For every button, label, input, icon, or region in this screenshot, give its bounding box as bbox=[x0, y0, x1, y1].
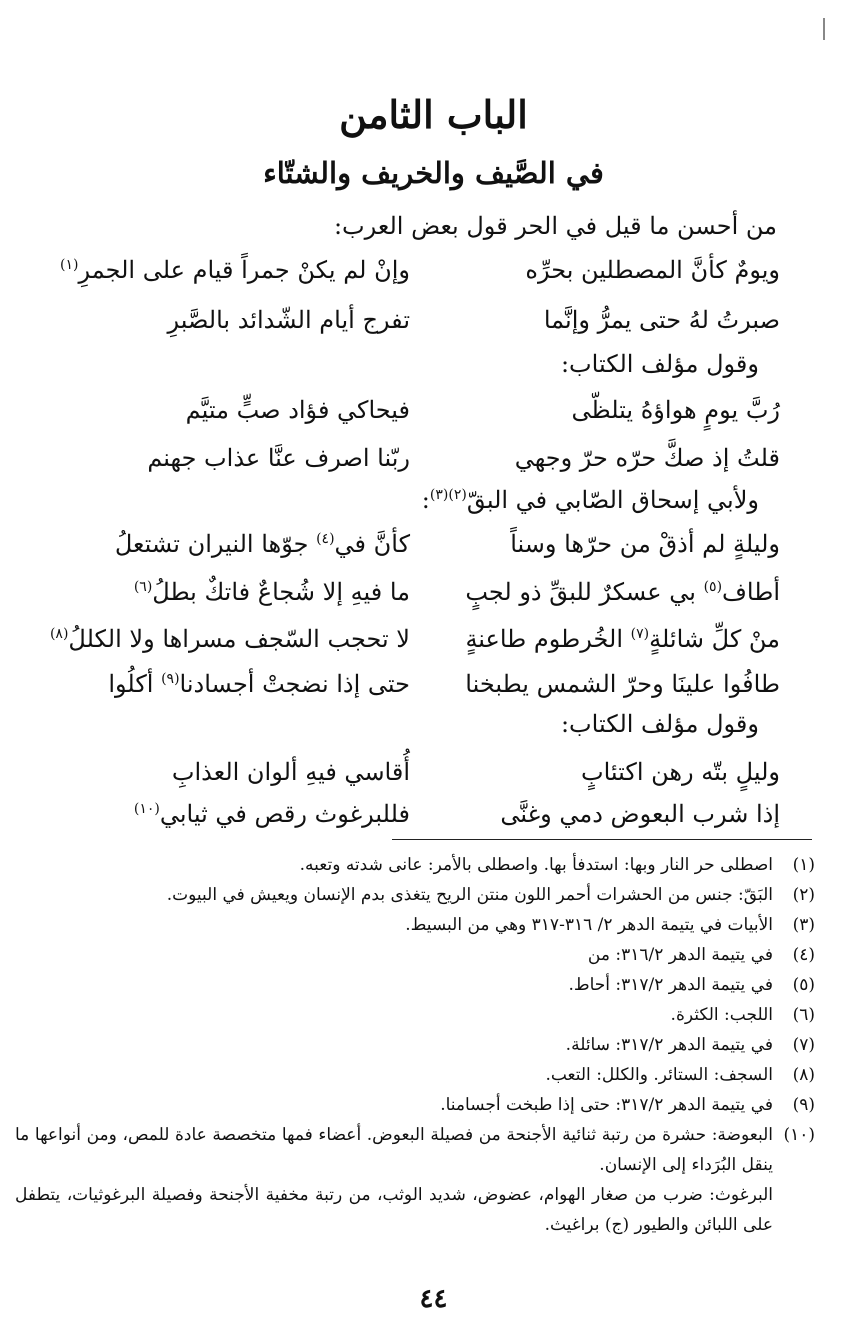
verse-8-ajz bbox=[60, 670, 410, 698]
footnote-6 bbox=[15, 1000, 815, 1030]
verse-6-ajz-text: ما فيهِ إلا شُجاعٌ فاتكٌ بطلُ bbox=[152, 578, 410, 606]
footnote-4 bbox=[15, 940, 815, 970]
intro-line-3 bbox=[39, 486, 759, 514]
footnote-9 bbox=[15, 1090, 815, 1120]
footnote-number: (٣) bbox=[792, 915, 815, 935]
footnote-text: اللجب: الكثرة. bbox=[670, 1005, 773, 1025]
verse-4 bbox=[60, 444, 780, 488]
verse-10-ajz bbox=[60, 800, 410, 828]
footnote-3 bbox=[15, 910, 815, 940]
footnote-text: في يتيمة الدهر ٣١٦/٢: من bbox=[587, 945, 773, 965]
footnote-text: البَقّ: جنس من الحشرات أحمر اللون منتن الريح يتغذى بدم الإنسان ويعيش في البيوت. bbox=[166, 885, 773, 905]
verse-3-sadr: رُبَّ يومٍ هواؤهُ يتلظّى bbox=[571, 396, 780, 424]
intro-line-1: من أحسن ما قيل في الحر قول بعض العرب: bbox=[333, 212, 777, 240]
verse-2-ajz: تفرج أيام الشّدائد بالصَّبرِ bbox=[167, 306, 410, 334]
verse-9-sadr: وليلٍ بتّه رهن اكتئابٍ bbox=[581, 758, 780, 786]
chapter-subtitle: في الصَّيف والخريف والشتّاء bbox=[263, 156, 604, 190]
footnote-1 bbox=[15, 850, 815, 880]
footnote-text: اصطلى حر النار وبها: استدفأ بها. واصطلى بالأمر: عانى شدته وتعبه. bbox=[299, 855, 773, 875]
intro-line-4: وقول مؤلف الكتاب: bbox=[560, 710, 759, 738]
footnote-number: (٦) bbox=[792, 1005, 815, 1025]
verse-6-sadr bbox=[430, 578, 780, 606]
footnote-text: البعوضة: حشرة من رتبة ثنائية الأجنحة من فصيلة البعوض. أعضاء فمها متخصصة عادة للمص، ومن أنواعها ما ينقل البُرَداء إلى الإنسان. bbox=[15, 1125, 773, 1175]
footnote-7 bbox=[15, 1030, 815, 1060]
footnote-number: (٥) bbox=[792, 975, 815, 995]
footnote-ref-5[interactable]: (٥) bbox=[703, 579, 723, 595]
footnote-ref-1[interactable]: (١) bbox=[60, 257, 79, 273]
verse-5-ajz bbox=[60, 530, 410, 558]
footnote-text: في يتيمة الدهر ٣١٧/٢: حتى إذا طبخت أجسامنا. bbox=[440, 1095, 773, 1115]
verse-10 bbox=[60, 800, 780, 844]
footnote-text: السجف: الستائر. والكلل: التعب. bbox=[545, 1065, 773, 1085]
footnote-separator bbox=[392, 839, 812, 840]
chapter-title: الباب الثامن bbox=[339, 92, 528, 137]
footnote-text: في يتيمة الدهر ٣١٧/٢: سائلة. bbox=[565, 1035, 773, 1055]
verse-4-ajz: ربّنا اصرف عنَّا عذاب جهنم bbox=[147, 444, 410, 472]
intro-line-2: وقول مؤلف الكتاب: bbox=[560, 350, 759, 378]
verse-9-ajz: أُقاسي فيهِ ألوان العذابِ bbox=[171, 758, 410, 786]
footnote-number: (٢) bbox=[792, 885, 815, 905]
verse-1-ajz-text: وإنْ لم يكنْ جمراً قيام على الجمرِ bbox=[78, 256, 410, 284]
verse-8 bbox=[60, 670, 780, 714]
footnote-ref-8[interactable]: (٨) bbox=[49, 626, 69, 642]
footnote-ref-6[interactable]: (٦) bbox=[133, 579, 153, 595]
verse-5-ajz-b: جوّها النيران تشتعلُ bbox=[114, 530, 317, 558]
verse-7-ajz bbox=[49, 625, 410, 653]
verse-3 bbox=[60, 396, 780, 440]
intro-line-3-text: ولأبي إسحاق الصّابي في البقّ bbox=[466, 486, 759, 514]
verse-10-sadr: إذا شرب البعوض دمي وغنَّى bbox=[500, 800, 780, 828]
footnote-number: (٧) bbox=[792, 1035, 815, 1055]
footnotes-section bbox=[15, 850, 815, 1240]
verse-5-ajz-a: كأنَّ في bbox=[334, 530, 410, 558]
page-edge-mark bbox=[823, 18, 825, 40]
verse-6-sadr-a: أطاف bbox=[722, 578, 780, 606]
verse-2 bbox=[60, 306, 780, 350]
footnote-ref-7[interactable]: (٧) bbox=[630, 626, 650, 642]
page-number: ٤٤ bbox=[419, 1284, 448, 1314]
verse-6 bbox=[60, 578, 780, 622]
footnote-ref-4[interactable]: (٤) bbox=[316, 531, 335, 547]
verse-1-sadr: ويومٌ كأنَّ المصطلين بحرِّه bbox=[525, 256, 780, 284]
verse-8-ajz-b: أكلُوا bbox=[108, 670, 162, 698]
verse-7-ajz-text: لا تحجب السّجف مسراها ولا الكللُ bbox=[68, 625, 410, 653]
footnote-number: (٨) bbox=[792, 1065, 815, 1085]
verse-5-sadr: وليلةٍ لم أذقْ من حرّها وسناً bbox=[510, 530, 780, 558]
verse-4-sadr: قلتُ إذ صكَّ حرّه حرّ وجهي bbox=[514, 444, 780, 472]
verse-8-ajz-a: حتى إذا نضجتْ أجسادنا bbox=[179, 670, 410, 698]
footnote-number: (٩) bbox=[792, 1095, 815, 1115]
verse-1-ajz bbox=[60, 256, 410, 284]
verse-7-sadr-a: منْ كلِّ شائلةٍ bbox=[649, 625, 780, 653]
footnote-text: في يتيمة الدهر ٣١٧/٢: أحاط. bbox=[568, 975, 773, 995]
footnote-text: الأبيات في يتيمة الدهر ٢/ ٣١٦-٣١٧ وهي من البسيط. bbox=[405, 915, 773, 935]
verse-2-sadr: صبرتُ لهُ حتى يمرُّ وإنَّما bbox=[543, 306, 780, 334]
verse-6-ajz bbox=[60, 578, 410, 606]
footnote-number: (١٠) bbox=[783, 1125, 815, 1145]
footnote-ref-2-3[interactable]: (٢)(٣) bbox=[429, 487, 467, 503]
verse-3-ajz: فيحاكي فؤاد صبٍّ متيَّم bbox=[185, 396, 410, 424]
verse-5 bbox=[60, 530, 780, 574]
footnote-number: (٤) bbox=[792, 945, 815, 965]
verse-10-ajz-text: فللبرغوث رقص في ثيابي bbox=[159, 800, 410, 828]
footnote-10-continuation: البرغوث: ضرب من صغار الهوام، عضوض، شديد الوثب، من رتبة مخفية الأجنحة وفصيلة البرغوثيات، يتطفل على اللبائن والطيور (ج) براغيث. bbox=[15, 1185, 773, 1235]
footnote-5 bbox=[15, 970, 815, 1000]
footnote-ref-9[interactable]: (٩) bbox=[161, 671, 180, 687]
verse-7-sadr bbox=[430, 625, 780, 653]
footnote-2 bbox=[15, 880, 815, 910]
verse-7-sadr-b: الخُرطوم طاعنةٍ bbox=[465, 625, 631, 653]
intro-line-3-colon: : bbox=[421, 486, 430, 514]
footnote-number: (١) bbox=[792, 855, 815, 875]
verse-9 bbox=[60, 758, 780, 802]
footnote-10 bbox=[15, 1120, 815, 1180]
verse-1 bbox=[60, 256, 780, 300]
verse-8-sadr: طافُوا علينَا وحرّ الشمس يطبخنا bbox=[465, 670, 780, 698]
footnote-ref-10[interactable]: (١٠) bbox=[133, 801, 160, 817]
verse-6-sadr-b: بي عسكرٌ للبقِّ ذو لجبٍ bbox=[465, 578, 704, 606]
footnote-8 bbox=[15, 1060, 815, 1090]
verse-7 bbox=[49, 625, 780, 669]
